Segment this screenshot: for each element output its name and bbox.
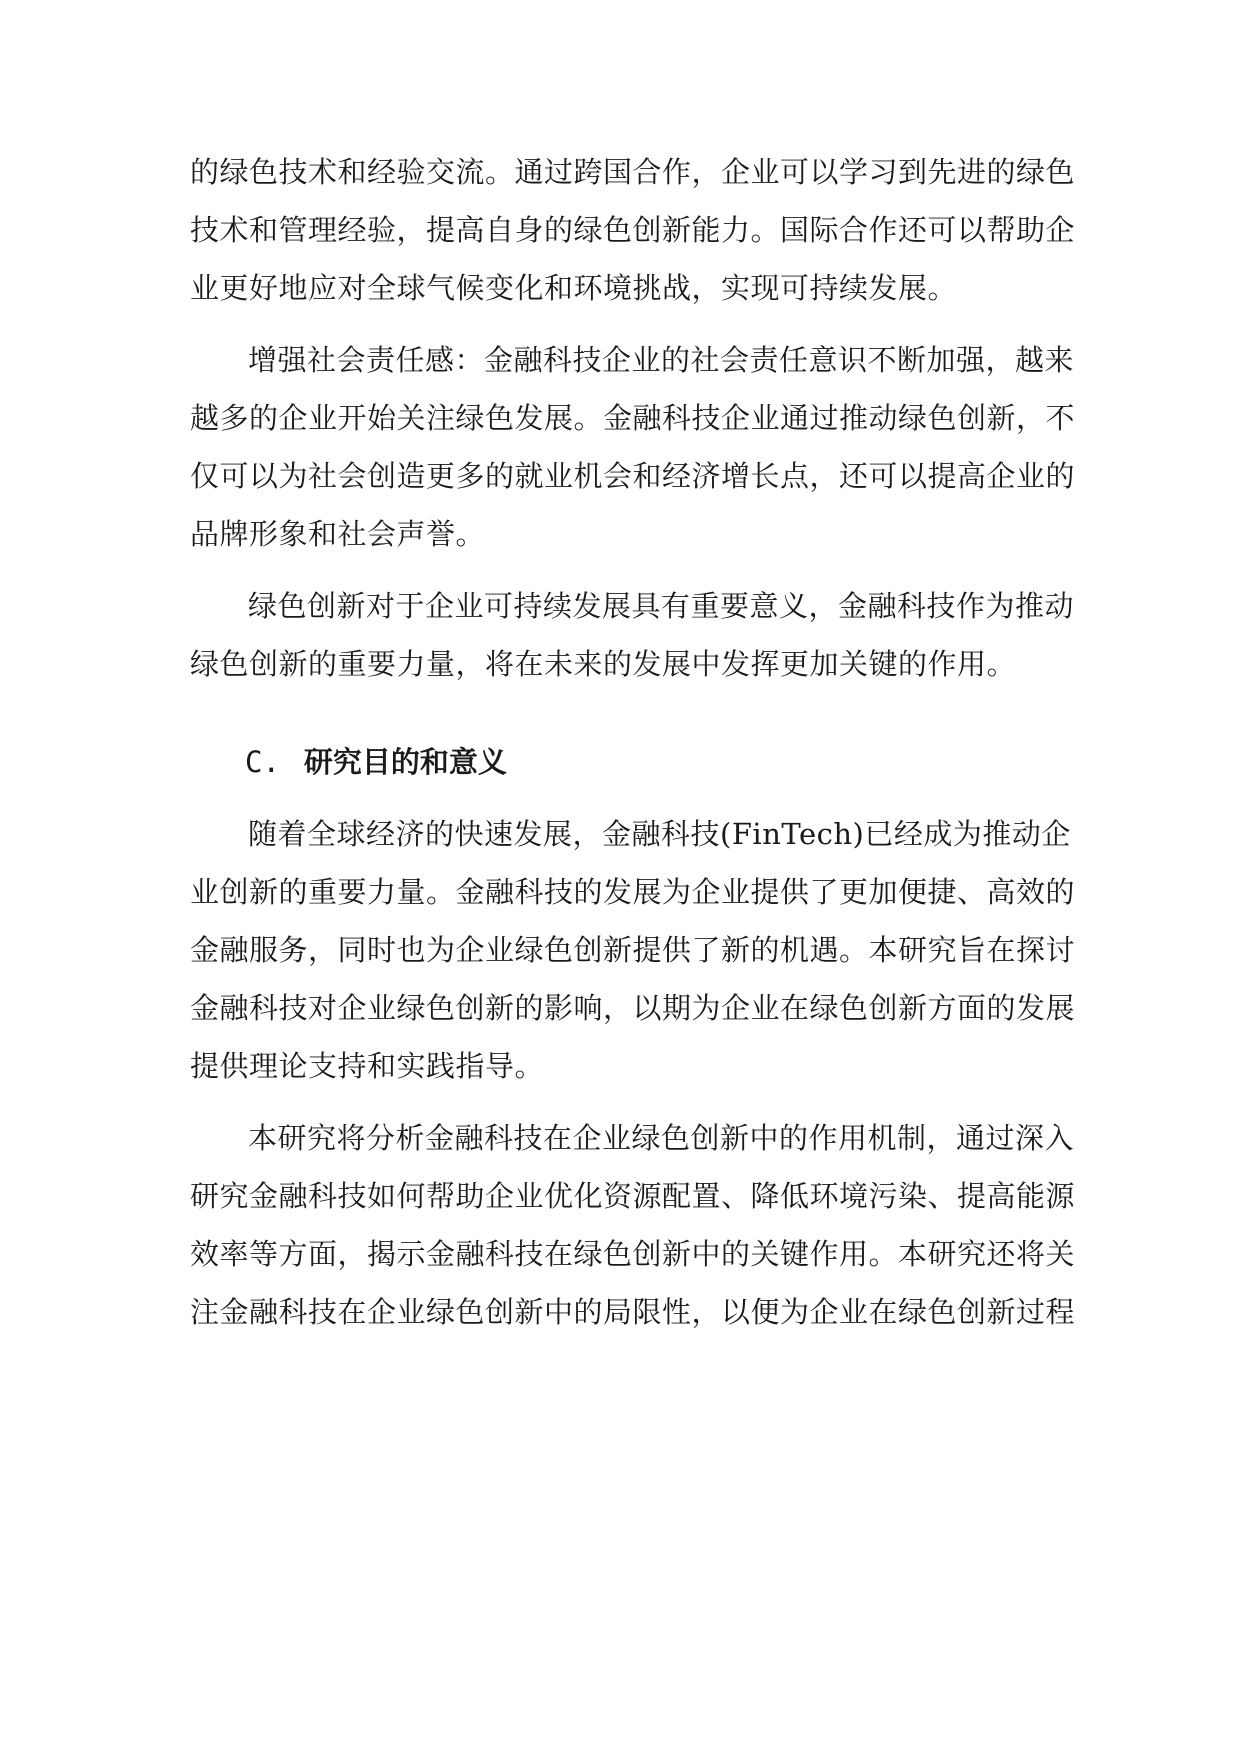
text-line: 业更好地应对全球气候变化和环境挑战，实现可持续发展。 <box>190 271 958 305</box>
text-line: 注金融科技在企业绿色创新中的局限性，以便为企业在绿色创新过程 <box>190 1295 1076 1329</box>
text-line: 随着全球经济的快速发展，金融科技(FinTech)已经成为推动企 <box>248 817 1071 851</box>
text-line: 品牌形象和社会声誉。 <box>190 517 486 551</box>
text-line: 业创新的重要力量。金融科技的发展为企业提供了更加便捷、高效的 <box>190 875 1076 909</box>
text-line: 仅可以为社会创造更多的就业机会和经济增长点，还可以提高企业的 <box>190 459 1076 493</box>
paragraph <box>190 805 1076 1095</box>
paragraph <box>190 143 1076 317</box>
text-line: 绿色创新对于企业可持续发展具有重要意义，金融科技作为推动 <box>248 589 1075 623</box>
text-line: 本研究将分析金融科技在企业绿色创新中的作用机制，通过深入 <box>248 1121 1075 1155</box>
text-line: 的绿色技术和经验交流。通过跨国合作，企业可以学习到先进的绿色 <box>190 155 1076 189</box>
text-line: 效率等方面，揭示金融科技在绿色创新中的关键作用。本研究还将关 <box>190 1237 1076 1271</box>
text-line: 金融服务，同时也为企业绿色创新提供了新的机遇。本研究旨在探讨 <box>190 933 1076 967</box>
section-title: 研究目的和意义 <box>303 745 507 779</box>
text-line: 金融科技对企业绿色创新的影响，以期为企业在绿色创新方面的发展 <box>190 991 1076 1025</box>
text-line: 提供理论支持和实践指导。 <box>190 1049 545 1083</box>
paragraph <box>190 577 1075 693</box>
text-line: 技术和管理经验，提高自身的绿色创新能力。国际合作还可以帮助企 <box>190 213 1076 247</box>
text-line: 研究金融科技如何帮助企业优化资源配置、降低环境污染、提高能源 <box>190 1179 1076 1213</box>
text-line: 绿色创新的重要力量，将在未来的发展中发挥更加关键的作用。 <box>190 647 1017 681</box>
section-heading <box>190 733 1050 791</box>
paragraph <box>190 331 1076 563</box>
document-page <box>190 143 1076 1341</box>
section-label: C. <box>245 745 280 779</box>
text-line: 增强社会责任感：金融科技企业的社会责任意识不断加强，越来 <box>248 343 1075 377</box>
text-line: 越多的企业开始关注绿色发展。金融科技企业通过推动绿色创新，不 <box>190 401 1076 435</box>
paragraph <box>190 1109 1076 1341</box>
